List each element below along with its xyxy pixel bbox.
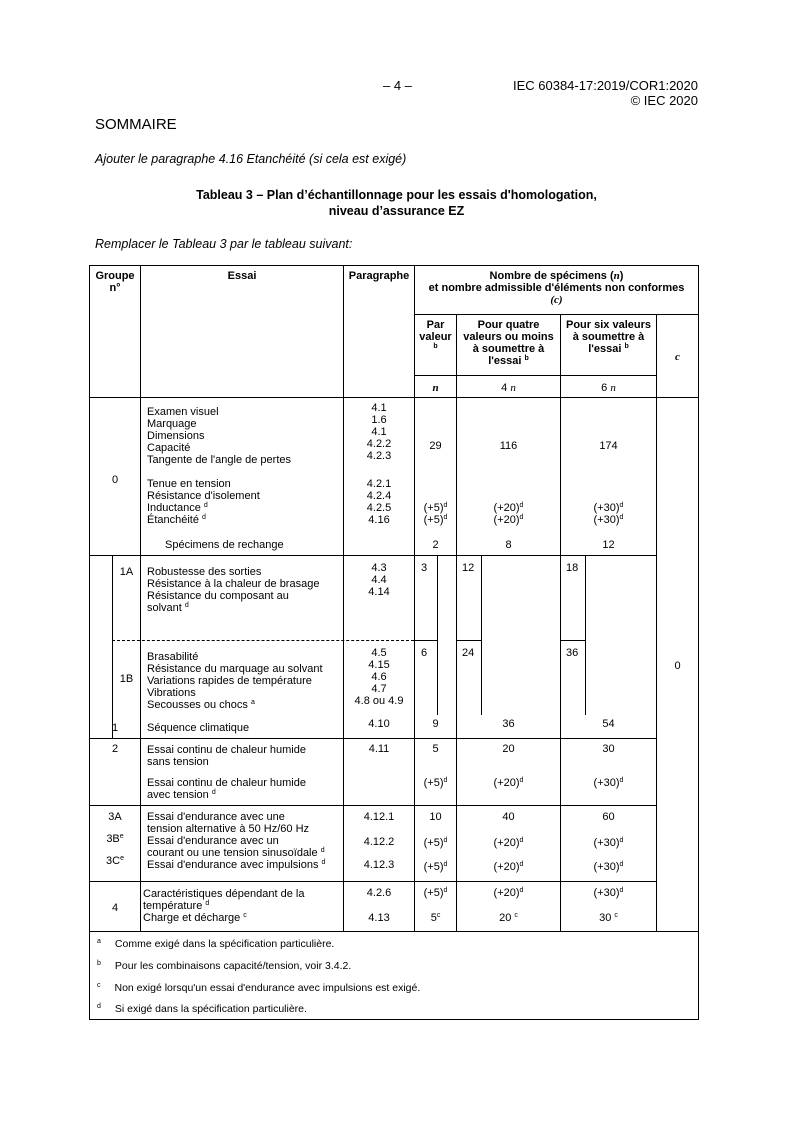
para-3b: 4.12.2: [363, 836, 395, 848]
n-4b: 5$^c$: [430, 912, 441, 924]
subheader-par-valeur: Par valeur $^b$: [419, 319, 452, 350]
para-group2: 4.11: [368, 743, 390, 755]
page-number: – 4 –: [383, 78, 412, 93]
groupe-0: 0: [111, 474, 119, 486]
n-3b: $(+5)^d$: [423, 837, 448, 849]
groupe-3b: $3B^e$: [106, 833, 124, 845]
footnote-b: $^b$ Pour les combinaisons capacité/tension, voir 3.4.2.: [97, 960, 352, 972]
groupe-2: 2: [111, 743, 119, 755]
n6-4a: $(+30)^d$: [593, 887, 624, 899]
subheader-c: c: [675, 351, 680, 363]
para-3a: 4.12.1: [363, 811, 395, 823]
table-title-line2: niveau d’assurance EZ: [328, 204, 465, 218]
paras-group0-a: 4.1 1.6 4.1 4.2.2 4.2.3: [366, 402, 392, 462]
n4-group2: 20: [502, 743, 515, 755]
groupe-4: 4: [111, 902, 119, 914]
n6-3a: 60: [602, 811, 615, 823]
paras-group0-b: 4.2.1 4.2.4 4.2.5 4.16: [366, 478, 392, 526]
n4-3c: $(+20)^d$: [493, 861, 524, 873]
spare-n4: 8: [505, 539, 512, 551]
essais-group0-b: Tenue en tension Résistance d'isolement Inductance $^d$ Étanchéité $^d$: [147, 478, 260, 526]
n6-group1a: 18: [566, 562, 579, 574]
header-nombre: Nombre de spécimens (n) et nombre admissible d'éléments non conformes (c): [428, 270, 685, 306]
essais-group1a: Robustesse des sorties Résistance à la chaleur de brasage Résistance du composant au solvant $^d$: [147, 566, 320, 614]
n-group0: 29: [429, 440, 442, 452]
para-4a: 4.2.6: [366, 887, 392, 899]
instruction-add-paragraph: Ajouter le paragraphe 4.16 Etanchéité (si cela est exigé): [95, 152, 407, 166]
header-groupe: Groupe n°: [95, 270, 135, 294]
groupe-1b: 1B: [119, 673, 134, 685]
spare-n: 2: [432, 539, 439, 551]
n4-group1: 36: [502, 718, 515, 730]
essais-group4: Caractéristiques dépendant de la température $^d$ Charge et décharge $^c$: [143, 888, 305, 924]
n4-4b: 20 $^c$: [499, 912, 518, 924]
document-id: IEC 60384-17:2019/COR1:2020: [512, 78, 698, 93]
n4-group2-b: $(+20)^d$: [493, 777, 524, 789]
essai-group2-a: Essai continu de chaleur humide sans tension: [147, 744, 306, 768]
n-group0-b: $(+5)^d$ $(+5)^d$: [423, 502, 448, 526]
n6-group2-b: $(+30)^d$: [593, 777, 624, 789]
para-3c: 4.12.3: [363, 859, 395, 871]
paras-group1a: 4.3 4.4 4.14: [368, 562, 390, 598]
footnote-c: $^c$ Non exigé lorsqu'un essai d'endurance avec impulsions est exigé.: [97, 982, 421, 994]
instruction-replace-table: Remplacer le Tableau 3 par le tableau suivant:: [95, 237, 353, 251]
n4-group0-b: $(+20)^d$ $(+20)^d$: [493, 502, 524, 526]
subheader-quatre-valeurs: Pour quatre valeurs ou moins à soumettre à l'essai $^b$: [463, 319, 554, 367]
n4-group0: 116: [499, 440, 518, 452]
n4-4a: $(+20)^d$: [493, 887, 524, 899]
n-3c: $(+5)^d$: [423, 861, 448, 873]
essais-group3: Essai d'endurance avec une tension alternative à 50 Hz/60 Hz Essai d'endurance avec un courant ou une tension sinusoïdale $^d$ Essai d'endurance avec impulsions $^d$: [147, 811, 326, 871]
n4-label: 4 n: [501, 382, 516, 394]
n6-label: 6 n: [601, 382, 616, 394]
copyright: © IEC 2020: [630, 93, 698, 108]
n6-group0-b: $(+30)^d$ $(+30)^d$: [593, 502, 624, 526]
n-group2: 5: [432, 743, 439, 755]
header-paragraphe: Paragraphe: [348, 270, 410, 282]
table-title-line1: Tableau 3 – Plan d’échantillonnage pour les essais d'homologation,: [196, 188, 597, 202]
spare-specimens: Spécimens de rechange: [165, 539, 284, 551]
footnote-d: $^d$ Si exigé dans la spécification particulière.: [97, 1003, 307, 1015]
n-group1b: 6: [421, 647, 428, 659]
groupe-1a: 1A: [119, 566, 134, 578]
essais-group1b: Brasabilité Résistance du marquage au solvant Variations rapides de température Vibrations Secousses ou chocs $^a$: [147, 651, 323, 711]
n4-3a: 40: [502, 811, 515, 823]
n6-4b: 30 $^c$: [599, 912, 618, 924]
n-3a: 10: [429, 811, 442, 823]
paras-group1b: 4.5 4.15 4.6 4.7 4.8 ou 4.9: [354, 647, 404, 707]
n6-3c: $(+30)^d$: [593, 861, 624, 873]
n4-group1a: 12: [462, 562, 475, 574]
groupe-3a: 3A: [108, 811, 122, 823]
groupe-3c: 3Ce: [106, 855, 124, 867]
n-label: n: [432, 382, 439, 394]
spare-n6: 12: [602, 539, 615, 551]
n6-group1: 54: [602, 718, 615, 730]
n-group1a: 3: [421, 562, 428, 574]
n4-group1b: 24: [462, 647, 475, 659]
subheader-six-valeurs: Pour six valeurs à soumettre à l'essai $^b$: [566, 319, 651, 355]
groupe-1: 1: [111, 722, 119, 734]
c-value: 0: [674, 660, 681, 672]
para-group1: 4.10: [368, 718, 390, 730]
section-title: SOMMAIRE: [95, 116, 177, 133]
n6-group0: 174: [599, 440, 618, 452]
para-4b: 4.13: [368, 912, 390, 924]
header-essai: Essai: [227, 270, 257, 282]
n-group2-b: $(+5)^d$: [423, 777, 448, 789]
n-4a: $(+5)^d$: [423, 887, 448, 899]
n6-group1b: 36: [566, 647, 579, 659]
essai-sequence-climatique: Séquence climatique: [147, 722, 250, 734]
n6-3b: $(+30)^d$: [593, 837, 624, 849]
essai-group2-b: Essai continu de chaleur humide avec tension $^d$: [147, 777, 306, 801]
n4-3b: $(+20)^d$: [493, 837, 524, 849]
n6-group2: 30: [602, 743, 615, 755]
essais-group0-a: Examen visuel Marquage Dimensions Capacité Tangente de l'angle de pertes: [147, 406, 291, 466]
n-group1: 9: [432, 718, 439, 730]
footnote-a: $^a$ Comme exigé dans la spécification particulière.: [97, 938, 335, 950]
